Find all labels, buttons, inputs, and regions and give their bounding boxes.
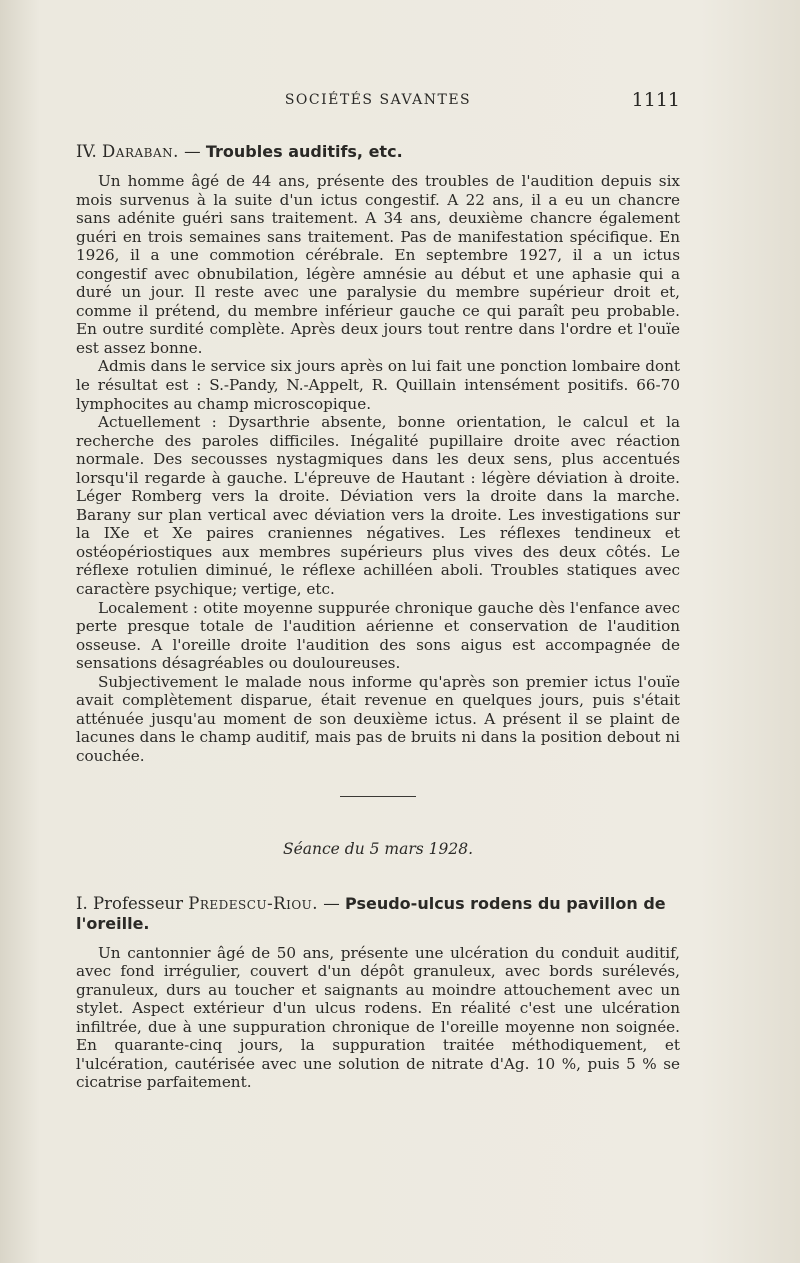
- paragraph: Localement : otite moyenne suppurée chronique gauche dès l'enfance avec perte presque totale de l'audition aérienne et conservation de l'audition osseuse. A l'oreille droite l'audition des sons aigus est accompagnée de sensations désagréables ou douloureuses.: [76, 598, 680, 673]
- heading-dash: —: [184, 142, 201, 161]
- heading-dash: —: [323, 893, 340, 913]
- section-heading: [76, 142, 680, 162]
- page-number: 1111: [631, 89, 680, 111]
- section-title: Pseudo-ulcus rodens du pavillon de l'oreille.: [76, 893, 666, 933]
- page-body: [76, 142, 680, 1092]
- section-author: Predescu-Riou.: [188, 893, 319, 913]
- paragraph: Actuellement : Dysarthrie absente, bonne orientation, le calcul et la recherche des paroles difficiles. Inégalité pupillaire droite avec réaction normale. Des secousses nystagmiques dans les deux sens, plus accentués lorsqu'il regarde à gauche. L'épreuve de Hautant : légère déviation à droite. Léger Romberg vers la droite. Déviation vers la droite dans la marche. Barany sur plan vertical avec déviation vers la droite. Les investigations sur la IXe et Xe paires craniennes négatives. Les réflexes tendineux et ostéopériostiques aux membres supérieurs plus vives des deux côtés. Le réflexe rotulien diminué, le réflexe achilléen aboli. Troubles statiques avec caractère psychique; vertige, etc.: [76, 413, 680, 599]
- session-date: Séance du 5 mars 1928.: [282, 839, 474, 858]
- paragraph: Subjectivement le malade nous informe qu'après son premier ictus l'ouïe avait complètement disparue, était revenue en quelques jours, puis s'était atténuée jusqu'au moment de son deuxième ictus. A présent il se plaint de lacunes dans le champ auditif, mais pas de bruits ni dans la position debout ni couchée.: [76, 672, 680, 765]
- author-prefix: Professeur: [93, 893, 184, 913]
- section-author: Daraban.: [102, 142, 179, 161]
- section-heading: [76, 894, 680, 934]
- section-numeral: IV.: [76, 142, 97, 161]
- section-divider: [340, 796, 416, 797]
- section-title: Troubles auditifs, etc.: [205, 142, 403, 161]
- page-header: [76, 89, 680, 116]
- running-head: SOCIÉTÉS SAVANTES: [284, 92, 472, 108]
- paragraph: Un cantonnier âgé de 50 ans, présente une ulcération du conduit auditif, avec fond irrégulier, couvert d'un dépôt granuleux, avec bords surélevés, granuleux, durs au toucher et saignants au moindre attouchement avec un stylet. Aspect extérieur d'un ulcus rodens. En réalité c'est une ulcération infiltrée, due à une suppuration chronique de l'oreille moyenne non soignée. En quarante-cinq jours, la suppuration traitée méthodiquement, et l'ulcération, cautérisée avec une solution de nitrate d'Ag. 10 %, puis 5 % se cicatrise parfaitement.: [76, 943, 680, 1092]
- section-numeral: I.: [76, 893, 88, 913]
- paragraph: Un homme âgé de 44 ans, présente des troubles de l'audition depuis six mois survenus à la suite d'un ictus congestif. A 22 ans, il a eu un chancre sans adénite guéri sans traitement. A 34 ans, deuxième chancre également guéri en trois semaines sans traitement. Pas de manifestation spécifique. En 1926, il a une commotion cérébrale. En septembre 1927, il a un ictus congestif avec obnubilation, légère amnésie au début et une aphasie qui a duré un jour. Il reste avec une paralysie du membre supérieur droit et, comme il prétend, du membre inférieur gauche ce qui paraît peu probable. En outre surdité complète. Après deux jours tout rentre dans l'ordre et l'ouïe est assez bonne.: [76, 172, 680, 357]
- paragraph: Admis dans le service six jours après on lui fait une ponction lombaire dont le résultat est : S.-Pandy, N.-Appelt, R. Quillain intensément positifs. 66-70 lymphocites au champ microscopique.: [76, 357, 680, 413]
